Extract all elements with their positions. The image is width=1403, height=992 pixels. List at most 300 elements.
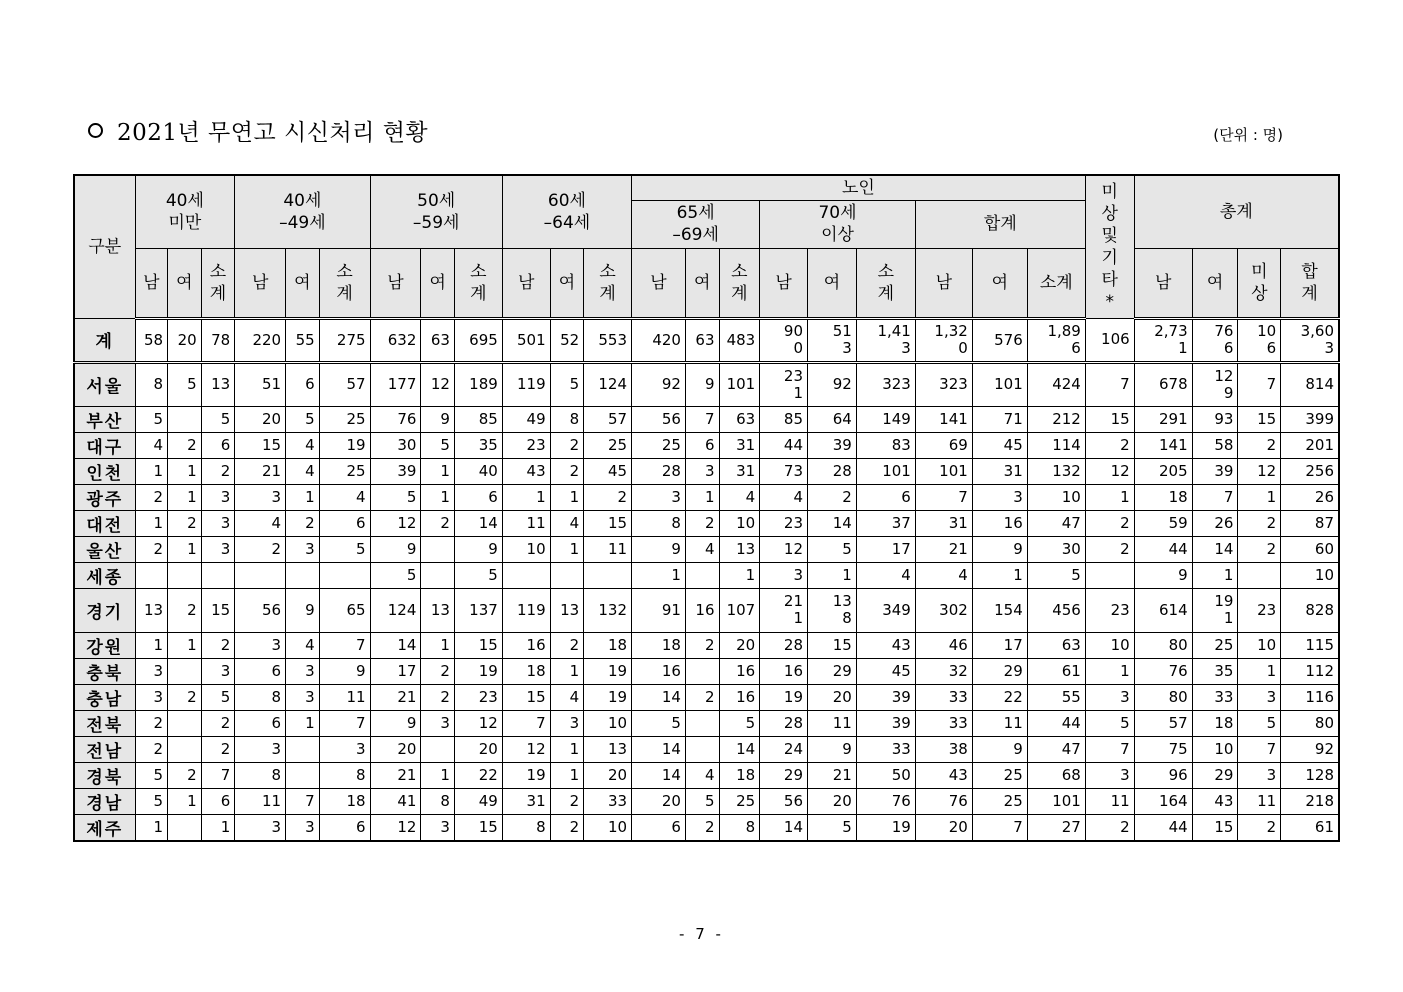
table-cell (286, 762, 320, 788)
table-cell: 46 (915, 632, 972, 658)
table-cell: 18 (1192, 710, 1238, 736)
table-cell: 27 (1027, 814, 1085, 841)
table-cell: 4 (135, 432, 168, 458)
table-cell: 1 (421, 762, 455, 788)
subheader-subtotal_v: 소 계 (201, 248, 235, 318)
table-cell: 25 (972, 788, 1027, 814)
table-cell: 57 (1134, 710, 1192, 736)
table-cell: 2 (421, 510, 455, 536)
table-cell: 39 (856, 710, 915, 736)
table-cell: 25 (1192, 632, 1238, 658)
table-cell: 3 (135, 658, 168, 684)
table-cell: 10 6 (1238, 318, 1281, 362)
table-cell: 115 (1281, 632, 1339, 658)
table-cell: 21 (370, 684, 421, 710)
table-cell: 12 (454, 710, 502, 736)
table-cell: 6 (319, 510, 370, 536)
table-cell: 10 (1085, 632, 1134, 658)
table-cell: 3 (319, 736, 370, 762)
page-number: - 7 - (679, 925, 724, 943)
table-cell: 2 (1238, 536, 1281, 562)
table-cell: 14 (1192, 536, 1238, 562)
subheader-female: 여 (808, 248, 857, 318)
table-cell: 51 (235, 362, 286, 406)
table-cell: 80 (1281, 710, 1339, 736)
table-cell: 2 (168, 762, 202, 788)
table-cell: 4 (550, 684, 584, 710)
table-cell: 3 (201, 658, 235, 684)
table-cell: 47 (1027, 510, 1085, 536)
table-cell: 20 (632, 788, 686, 814)
table-cell: 30 (370, 432, 421, 458)
table-cell: 29 (1192, 762, 1238, 788)
table-cell: 2 (201, 736, 235, 762)
table-cell: 75 (1134, 736, 1192, 762)
table-cell: 5 (808, 536, 857, 562)
table-cell: 424 (1027, 362, 1085, 406)
table-cell: 39 (808, 432, 857, 458)
table-cell: 92 (808, 362, 857, 406)
table-cell: 3 (286, 536, 320, 562)
table-cell: 17 (370, 658, 421, 684)
table-cell: 7 (201, 762, 235, 788)
table-cell: 25 (719, 788, 760, 814)
table-cell: 63 (685, 318, 719, 362)
table-cell: 61 (1281, 814, 1339, 841)
table-cell: 50 (856, 762, 915, 788)
table-cell: 828 (1281, 588, 1339, 632)
table-cell: 17 (856, 536, 915, 562)
table-cell: 2 (550, 814, 584, 841)
table-cell (286, 562, 320, 588)
table-cell: 12 (1085, 458, 1134, 484)
table-cell: 91 (632, 588, 686, 632)
table-cell: 101 (915, 458, 972, 484)
table-cell: 25 (972, 762, 1027, 788)
table-cell: 2 (135, 710, 168, 736)
subheader-subtotal_h: 소계 (1027, 248, 1085, 318)
table-cell: 3 (632, 484, 686, 510)
row-region: 전남 (74, 736, 135, 762)
table-cell: 2 (1085, 814, 1134, 841)
table-cell: 3 (201, 484, 235, 510)
table-cell: 1 (1192, 562, 1238, 588)
table-cell: 1,89 6 (1027, 318, 1085, 362)
table-cell: 128 (1281, 762, 1339, 788)
table-cell: 256 (1281, 458, 1339, 484)
subheader-female: 여 (972, 248, 1027, 318)
table-cell: 3 (1238, 762, 1281, 788)
table-cell: 15 (502, 684, 550, 710)
row-region: 충북 (74, 658, 135, 684)
table-cell: 10 (719, 510, 760, 536)
table-cell (168, 814, 202, 841)
table-cell: 10 (1238, 632, 1281, 658)
table-cell: 31 (502, 788, 550, 814)
table-cell: 8 (421, 788, 455, 814)
table-cell: 7 (915, 484, 972, 510)
table-row (74, 736, 1339, 762)
table-cell (286, 736, 320, 762)
header-65-69: 65세 –69세 (632, 200, 760, 248)
table-cell: 13 (421, 588, 455, 632)
row-region: 인천 (74, 458, 135, 484)
table-cell: 55 (1027, 684, 1085, 710)
table-cell: 38 (915, 736, 972, 762)
table-cell: 49 (454, 788, 502, 814)
table-cell: 45 (972, 432, 1027, 458)
table-cell (319, 562, 370, 588)
table-cell: 37 (856, 510, 915, 536)
row-region: 광주 (74, 484, 135, 510)
table-cell: 28 (808, 458, 857, 484)
table-cell: 1 (135, 458, 168, 484)
table-cell: 9 (319, 658, 370, 684)
table-cell: 12 (421, 362, 455, 406)
table-cell: 107 (719, 588, 760, 632)
table-cell: 6 (201, 788, 235, 814)
table-cell: 20 (454, 736, 502, 762)
table-cell: 40 (454, 458, 502, 484)
table-cell: 16 (502, 632, 550, 658)
table-cell: 5 (454, 562, 502, 588)
table-cell: 2 (1085, 510, 1134, 536)
table-cell: 19 (502, 762, 550, 788)
table-cell: 2 (201, 632, 235, 658)
table-cell: 11 (808, 710, 857, 736)
table-cell: 5 (632, 710, 686, 736)
table-cell: 25 (319, 406, 370, 432)
table-row (74, 562, 1339, 588)
subheader-male: 남 (135, 248, 168, 318)
subheader-subtotal_v: 소 계 (584, 248, 632, 318)
subheader-subtotal_v: 소 계 (319, 248, 370, 318)
table-cell: 10 (1281, 562, 1339, 588)
table-cell (168, 406, 202, 432)
table-cell: 35 (1192, 658, 1238, 684)
table-cell: 56 (760, 788, 808, 814)
table-cell: 25 (584, 432, 632, 458)
table-cell: 20 (808, 788, 857, 814)
table-row (74, 684, 1339, 710)
table-cell: 2 (808, 484, 857, 510)
table-cell: 5 (201, 684, 235, 710)
table-cell: 11 (319, 684, 370, 710)
table-cell: 8 (632, 510, 686, 536)
header-elderly-total: 합계 (915, 200, 1085, 248)
table-cell: 3 (235, 484, 286, 510)
table-cell: 5 (808, 814, 857, 841)
subheader-total-total_v: 합 계 (1281, 248, 1339, 318)
table-cell: 632 (370, 318, 421, 362)
table-cell: 6 (286, 362, 320, 406)
table-row (74, 406, 1339, 432)
table-cell: 92 (1281, 736, 1339, 762)
table-cell: 1 (550, 762, 584, 788)
table-cell: 14 (454, 510, 502, 536)
table-cell: 5 (319, 536, 370, 562)
table-cell: 19 1 (1192, 588, 1238, 632)
table-row (74, 658, 1339, 684)
table-cell: 35 (454, 432, 502, 458)
table-cell: 21 (370, 762, 421, 788)
table-cell: 2 (168, 510, 202, 536)
table-cell: 13 (135, 588, 168, 632)
table-cell: 101 (972, 362, 1027, 406)
table-cell: 16 (685, 588, 719, 632)
row-region: 경북 (74, 762, 135, 788)
table-cell: 4 (550, 510, 584, 536)
table-cell: 101 (856, 458, 915, 484)
table-cell: 20 (719, 632, 760, 658)
table-cell: 2 (550, 458, 584, 484)
table-cell: 8 (550, 406, 584, 432)
table-cell: 16 (972, 510, 1027, 536)
table-cell: 78 (201, 318, 235, 362)
table-row (74, 536, 1339, 562)
subheader-female: 여 (421, 248, 455, 318)
table-cell: 12 9 (1192, 362, 1238, 406)
table-cell: 28 (760, 632, 808, 658)
table-cell: 1 (1238, 658, 1281, 684)
subheader-male: 남 (632, 248, 686, 318)
table-cell: 14 (808, 510, 857, 536)
table-cell: 15 (454, 632, 502, 658)
table-cell: 9 (454, 536, 502, 562)
table-cell: 4 (760, 484, 808, 510)
table-cell: 5 (421, 432, 455, 458)
table-cell: 33 (856, 736, 915, 762)
unit-label: (단위 : 명) (1213, 126, 1283, 144)
table-cell: 9 (421, 406, 455, 432)
table-cell: 220 (235, 318, 286, 362)
table-row (74, 362, 1339, 406)
table-cell: 2 (135, 536, 168, 562)
table-cell: 3 (135, 684, 168, 710)
table-cell: 52 (550, 318, 584, 362)
row-region: 강원 (74, 632, 135, 658)
table-cell: 80 (1134, 632, 1192, 658)
table-cell: 11 (584, 536, 632, 562)
table-cell: 47 (1027, 736, 1085, 762)
table-cell (502, 562, 550, 588)
table-cell: 4 (286, 632, 320, 658)
table-cell: 323 (856, 362, 915, 406)
table-cell: 29 (972, 658, 1027, 684)
statistics-table (73, 174, 1340, 842)
table-cell: 44 (1027, 710, 1085, 736)
subheader-female: 여 (685, 248, 719, 318)
table-cell: 90 0 (760, 318, 808, 362)
table-cell (685, 658, 719, 684)
table-cell: 2,73 1 (1134, 318, 1192, 362)
table-cell: 10 (584, 814, 632, 841)
table-cell: 275 (319, 318, 370, 362)
table-cell: 20 (808, 684, 857, 710)
table-cell: 33 (584, 788, 632, 814)
table-cell: 20 (235, 406, 286, 432)
table-cell: 7 (286, 788, 320, 814)
table-cell: 21 (235, 458, 286, 484)
table-cell: 137 (454, 588, 502, 632)
table-cell: 7 (502, 710, 550, 736)
table-cell: 15 (1238, 406, 1281, 432)
subheader-male: 남 (370, 248, 421, 318)
table-cell: 14 (632, 736, 686, 762)
table-cell: 456 (1027, 588, 1085, 632)
table-cell: 16 (632, 658, 686, 684)
table-cell: 44 (1134, 536, 1192, 562)
table-cell (550, 562, 584, 588)
table-cell: 22 (972, 684, 1027, 710)
table-cell: 1 (286, 710, 320, 736)
table-cell: 1 (972, 562, 1027, 588)
table-cell: 15 (808, 632, 857, 658)
table-cell: 114 (1027, 432, 1085, 458)
table-cell: 3 (1238, 684, 1281, 710)
table-cell: 26 (1192, 510, 1238, 536)
table-cell: 154 (972, 588, 1027, 632)
table-row (74, 632, 1339, 658)
table-row (74, 458, 1339, 484)
table-cell: 7 (319, 710, 370, 736)
table-cell: 5 (135, 762, 168, 788)
table-cell: 39 (856, 684, 915, 710)
table-cell: 7 (1238, 736, 1281, 762)
table-cell: 56 (632, 406, 686, 432)
table-cell: 1 (421, 458, 455, 484)
table-cell: 2 (168, 588, 202, 632)
table-cell: 2 (550, 432, 584, 458)
table-cell: 29 (760, 762, 808, 788)
table-cell: 9 (632, 536, 686, 562)
table-cell (168, 710, 202, 736)
table-cell: 56 (235, 588, 286, 632)
table-cell: 65 (319, 588, 370, 632)
table-cell: 5 (1085, 710, 1134, 736)
row-region: 충남 (74, 684, 135, 710)
table-cell (235, 562, 286, 588)
table-cell: 12 (502, 736, 550, 762)
table-cell: 149 (856, 406, 915, 432)
table-cell (421, 562, 455, 588)
row-region: 계 (74, 318, 135, 362)
table-cell: 6 (235, 710, 286, 736)
table-cell: 23 (454, 684, 502, 710)
header-70plus: 70세 이상 (760, 200, 916, 248)
table-cell: 68 (1027, 762, 1085, 788)
table-cell: 695 (454, 318, 502, 362)
table-cell: 19 (584, 684, 632, 710)
table-cell: 49 (502, 406, 550, 432)
table-cell: 3 (972, 484, 1027, 510)
table-cell: 23 (760, 510, 808, 536)
subheader-male: 남 (760, 248, 808, 318)
table-cell: 2 (685, 510, 719, 536)
table-cell: 9 (1134, 562, 1192, 588)
table-cell: 4 (286, 458, 320, 484)
table-cell: 21 (808, 762, 857, 788)
table-cell: 124 (584, 362, 632, 406)
table-cell: 2 (135, 736, 168, 762)
table-row (74, 710, 1339, 736)
table-cell: 30 (1027, 536, 1085, 562)
table-cell: 164 (1134, 788, 1192, 814)
table-cell: 1 (168, 788, 202, 814)
table-cell: 1 (421, 484, 455, 510)
table-cell: 61 (1027, 658, 1085, 684)
table-cell: 1 (1085, 484, 1134, 510)
table-cell: 5 (685, 788, 719, 814)
table-cell: 8 (502, 814, 550, 841)
table-cell: 76 6 (1192, 318, 1238, 362)
table-cell: 3 (421, 710, 455, 736)
table-cell: 33 (1192, 684, 1238, 710)
table-cell: 11 (1085, 788, 1134, 814)
table-cell: 64 (808, 406, 857, 432)
header-40-49: 40세 –49세 (235, 175, 370, 248)
table-cell: 1 (168, 458, 202, 484)
table-cell: 2 (1238, 510, 1281, 536)
table-cell: 218 (1281, 788, 1339, 814)
table-cell: 15 (1085, 406, 1134, 432)
header-category: 구분 (74, 175, 135, 318)
table-cell: 101 (719, 362, 760, 406)
table-cell: 20 (584, 762, 632, 788)
table-cell: 4 (685, 536, 719, 562)
table-cell: 5 (1027, 562, 1085, 588)
table-cell: 7 (319, 632, 370, 658)
table-cell: 4 (235, 510, 286, 536)
subheader-subtotal_v: 소 계 (856, 248, 915, 318)
table-cell: 6 (201, 432, 235, 458)
subheader-total-female: 여 (1192, 248, 1238, 318)
table-cell: 3 (685, 458, 719, 484)
table-cell: 16 (719, 658, 760, 684)
table-cell: 12 (370, 510, 421, 536)
table-cell: 18 (719, 762, 760, 788)
table-cell: 323 (915, 362, 972, 406)
table-cell: 21 (915, 536, 972, 562)
table-cell: 119 (502, 588, 550, 632)
table-cell: 553 (584, 318, 632, 362)
table-cell: 11 (972, 710, 1027, 736)
table-cell: 63 (719, 406, 760, 432)
table-cell: 60 (1281, 536, 1339, 562)
table-cell: 16 (760, 658, 808, 684)
table-cell: 14 (370, 632, 421, 658)
subheader-subtotal_v: 소 계 (719, 248, 760, 318)
table-cell: 9 (972, 536, 1027, 562)
table-cell: 20 (168, 318, 202, 362)
table-cell: 14 (632, 762, 686, 788)
title-text: 2021년 무연고 시신처리 현황 (117, 120, 429, 146)
row-region: 세종 (74, 562, 135, 588)
row-region: 대구 (74, 432, 135, 458)
table-cell (168, 736, 202, 762)
table-cell: 26 (1281, 484, 1339, 510)
table-cell: 15 (1192, 814, 1238, 841)
table-cell: 3 (235, 736, 286, 762)
subheader-male: 남 (235, 248, 286, 318)
table-cell: 6 (235, 658, 286, 684)
table-cell: 3 (235, 814, 286, 841)
table-cell: 63 (421, 318, 455, 362)
table-cell: 1 (135, 510, 168, 536)
table-cell: 16 (719, 684, 760, 710)
header-60-64: 60세 –64세 (502, 175, 631, 248)
table-cell: 45 (856, 658, 915, 684)
